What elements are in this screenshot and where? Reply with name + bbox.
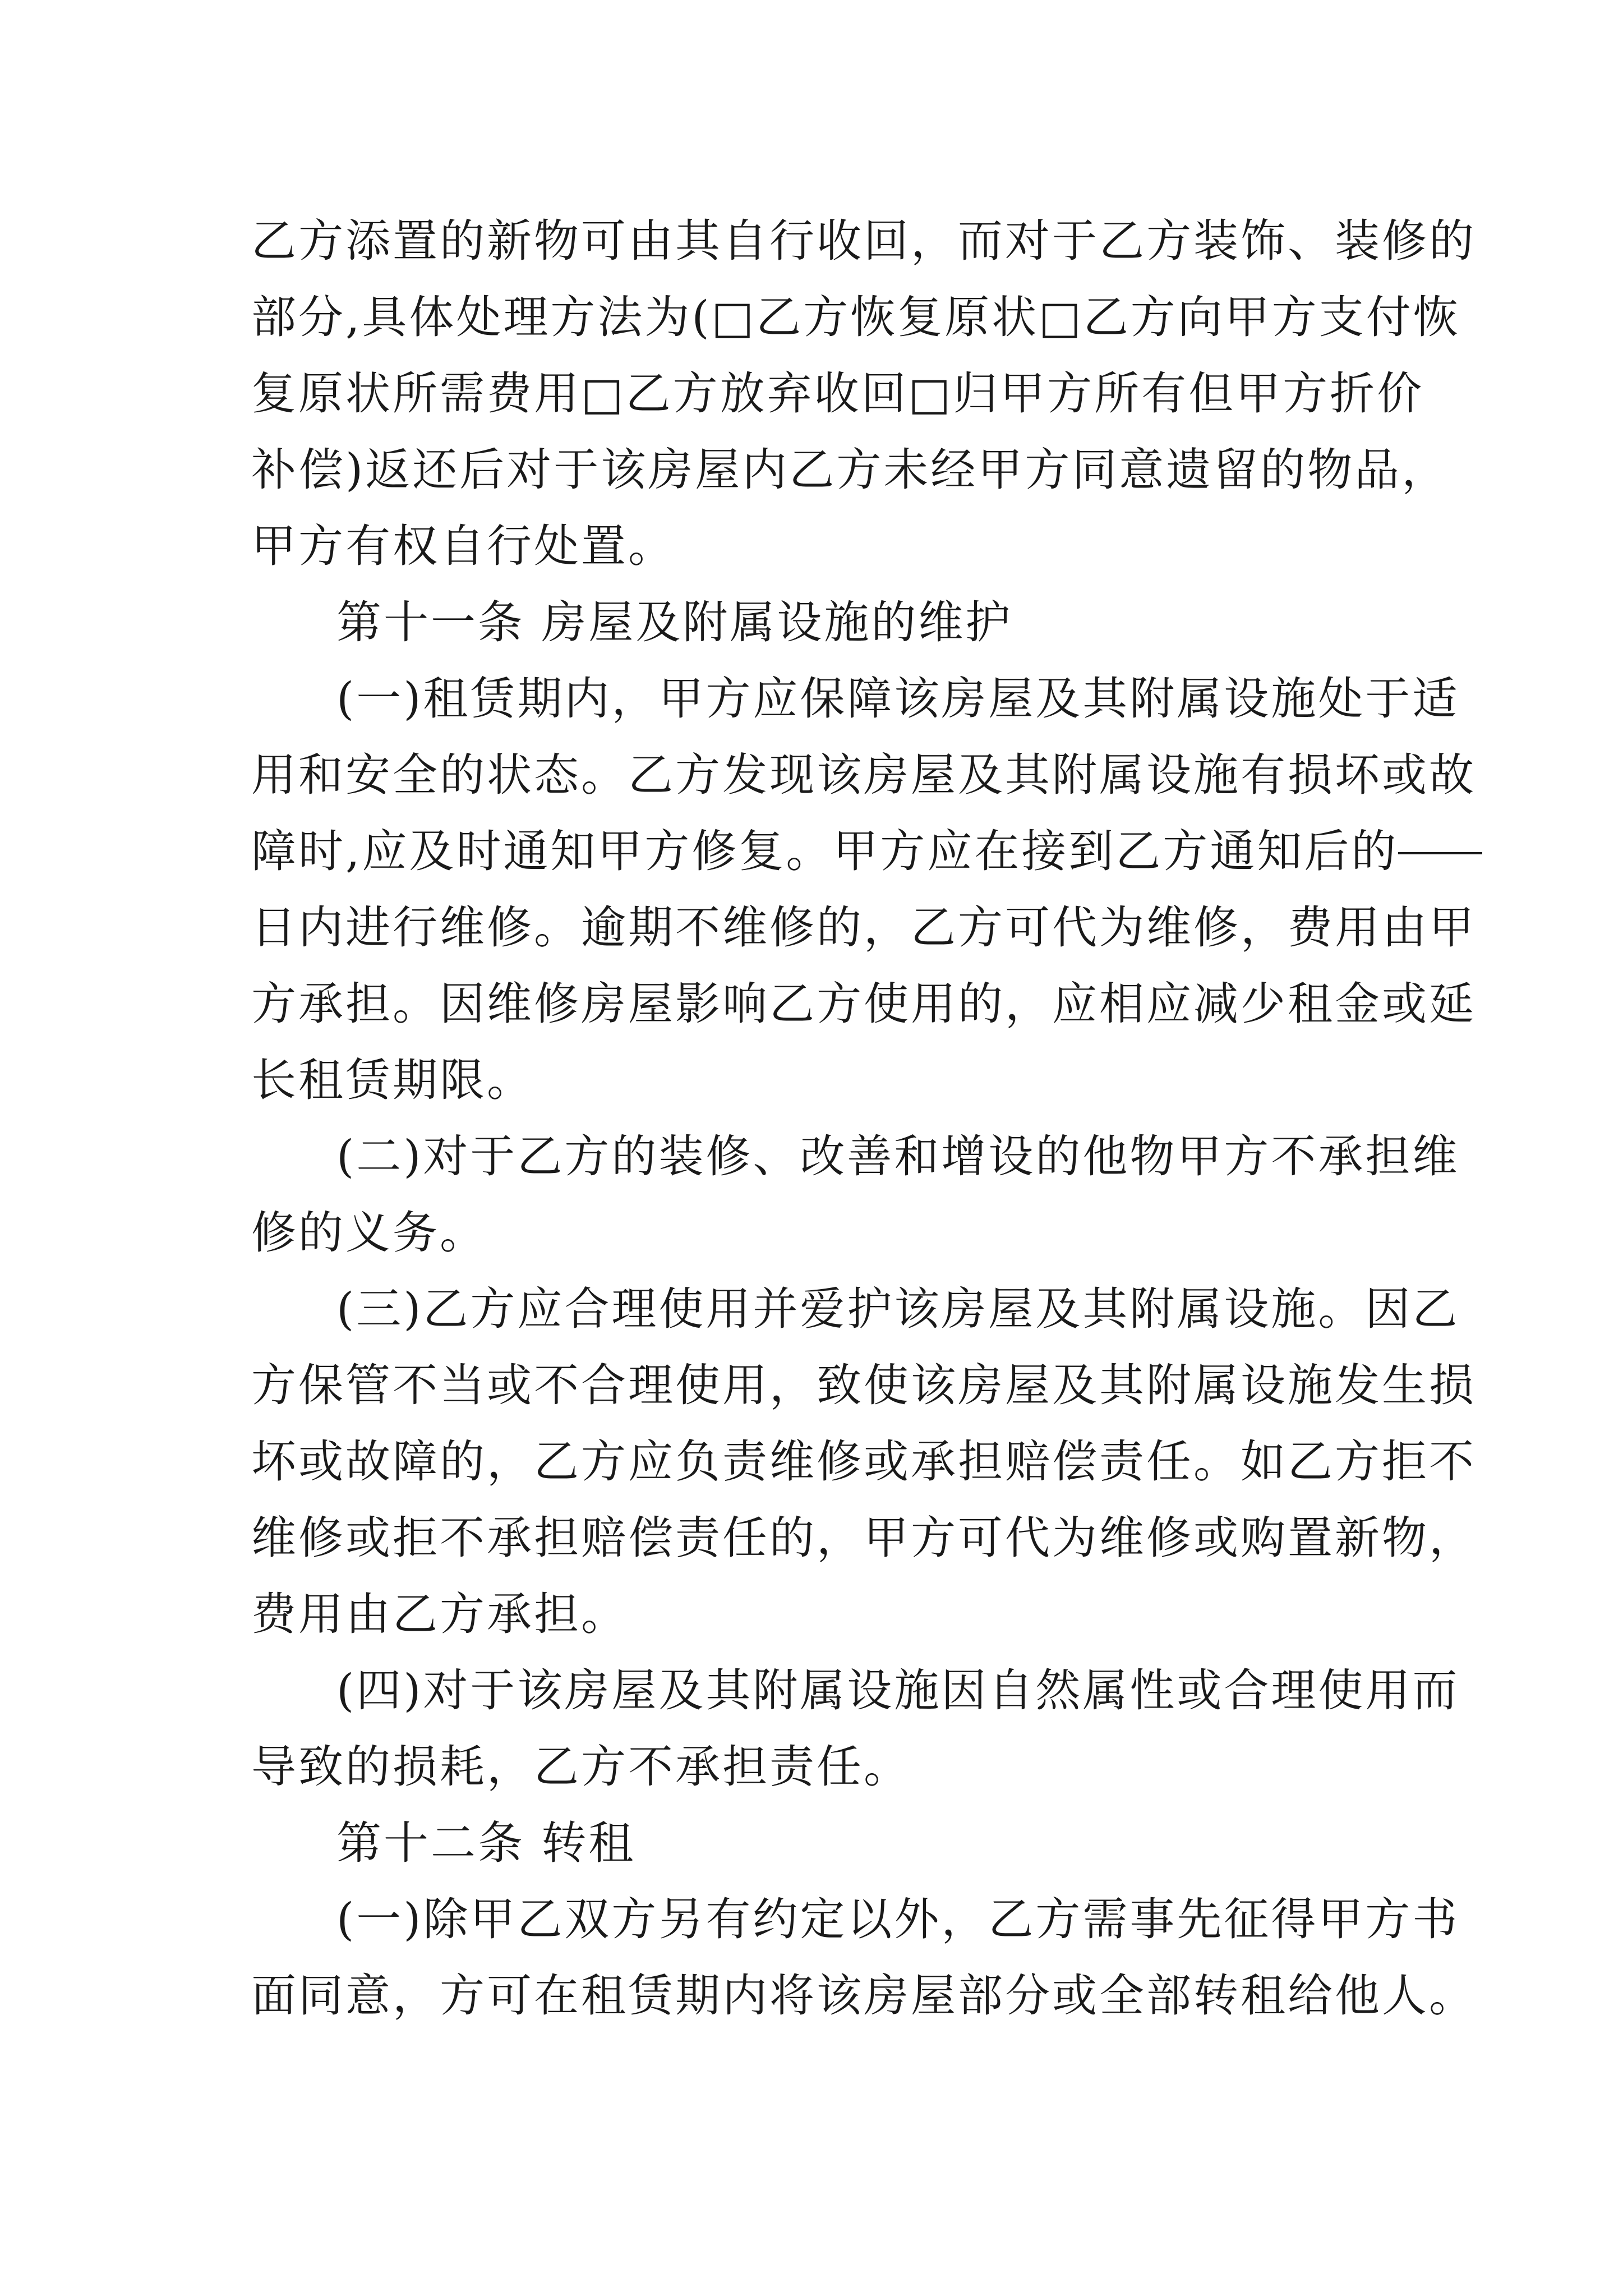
section-heading: 第十一条 房屋及附属设施的维护 [336,596,1013,648]
body-text-line [251,812,1482,891]
body-text-line: 面同意，方可在租赁期内将该房屋部分或全部转租给他人。 [251,1970,1476,2022]
body-text-line: 部分,具体处理方法为(□乙方恢复原状□乙方向甲方支付恢 [251,291,1460,343]
body-text-line: 甲方有权自行处置。 [251,520,675,572]
body-text-line: 补偿)返还后对于该房屋内乙方未经甲方同意遗留的物品， [251,444,1449,496]
body-text-line: 日内进行维修。逾期不维修的，乙方可代为维修，费用由甲 [251,901,1476,954]
body-text-line: 长租赁期限。 [251,1054,534,1106]
body-text-line: (四)对于该房屋及其附属设施因自然属性或合理使用而 [336,1664,1460,1717]
body-text-line: (二)对于乙方的装修、改善和增设的他物甲方不承担维 [336,1130,1460,1182]
body-text-line: 修的义务。 [251,1207,487,1259]
body-text-line: 维修或拒不承担赔偿责任的，甲方可代为维修或购置新物， [251,1512,1476,1564]
body-text-line: 坏或故障的，乙方应负责维修或承担赔偿责任。如乙方拒不 [251,1435,1476,1488]
body-text-line: 复原状所需费用□乙方放弃收回□归甲方所有但甲方折价 [251,367,1424,420]
body-text-line: 费用由乙方承担。 [251,1588,628,1640]
fill-in-blank [1398,850,1482,854]
body-text-line: (一)除甲乙双方另有约定以外，乙方需事先征得甲方书 [336,1893,1460,1945]
body-text-line: 方承担。因维修房屋影响乙方使用的，应相应减少租金或延 [251,978,1476,1030]
body-text-line: 方保管不当或不合理使用，致使该房屋及其附属设施发生损 [251,1359,1476,1411]
body-text-line: (三)乙方应合理使用并爱护该房屋及其附属设施。因乙 [336,1283,1460,1335]
body-text-line: 导致的损耗，乙方不承担责任。 [251,1741,911,1793]
section-heading: 第十二条 转租 [336,1817,636,1869]
body-text-segment: 障时,应及时通知甲方修复。甲方应在接到乙方通知后的 [251,825,1399,877]
body-text-line: (一)租赁期内，甲方应保障该房屋及其附属设施处于适 [336,673,1460,725]
body-text-line: 用和安全的状态。乙方发现该房屋及其附属设施有损坏或故 [251,749,1476,801]
body-text-line: 乙方添置的新物可由其自行收回，而对于乙方装饰、装修的 [251,215,1476,267]
